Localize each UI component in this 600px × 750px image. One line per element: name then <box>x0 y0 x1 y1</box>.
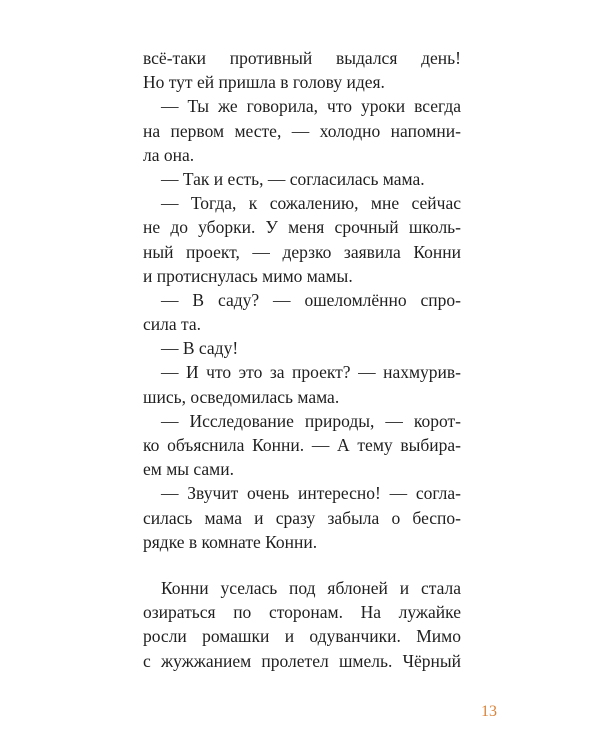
text-line: — В саду! <box>161 338 239 359</box>
text-line: — Так и есть, — согласилась мама. <box>161 168 425 189</box>
text-line: шись, осведомилась мама. <box>143 386 340 407</box>
text-line: — В саду? — ошеломлённо спро- <box>161 289 461 310</box>
text-line: ный проект, — дерзко заявила Конни <box>143 241 461 262</box>
text-line: — Исследование природы, — корот- <box>161 410 461 431</box>
text-line: озираться по сторонам. На лужайке <box>143 602 461 623</box>
text-line: ко объяснила Конни. — А тему выбира- <box>143 435 461 455</box>
text-line: — Тогда, к сожалению, мне сейчас <box>161 193 461 214</box>
text-block-dialogue <box>143 46 461 554</box>
text-line: с жужжанием пролетел шмель. Чёрный <box>143 650 461 671</box>
text-line: росли ромашки и одуванчики. Мимо <box>143 626 461 647</box>
text-line: ем мы сами. <box>143 459 234 480</box>
text-line: ла она. <box>143 144 195 165</box>
text-line: — Ты же говорила, что уроки всегда <box>161 96 461 117</box>
page-number: 13 <box>481 703 497 720</box>
text-line: рядке в комнате Конни. <box>143 531 318 552</box>
text-line: — И что это за проект? — нахмурив- <box>161 362 461 383</box>
text-line: Но тут ей пришла в голову идея. <box>143 72 385 93</box>
text-line: на первом месте, — холодно напомни- <box>143 120 461 141</box>
text-line: силась мама и сразу забыла о беспо- <box>143 507 461 528</box>
text-block-narration <box>143 576 461 673</box>
text-line: всё-таки противный выдался день! <box>143 48 461 68</box>
text-line: Конни уселась под яблоней и стала <box>161 578 461 598</box>
text-line: не до уборки. У меня срочный школь- <box>143 217 461 238</box>
text-line: — Звучит очень интересно! — согла- <box>161 483 461 504</box>
text-line: сила та. <box>143 314 202 335</box>
text-line: и протиснулась мимо мамы. <box>143 265 353 286</box>
